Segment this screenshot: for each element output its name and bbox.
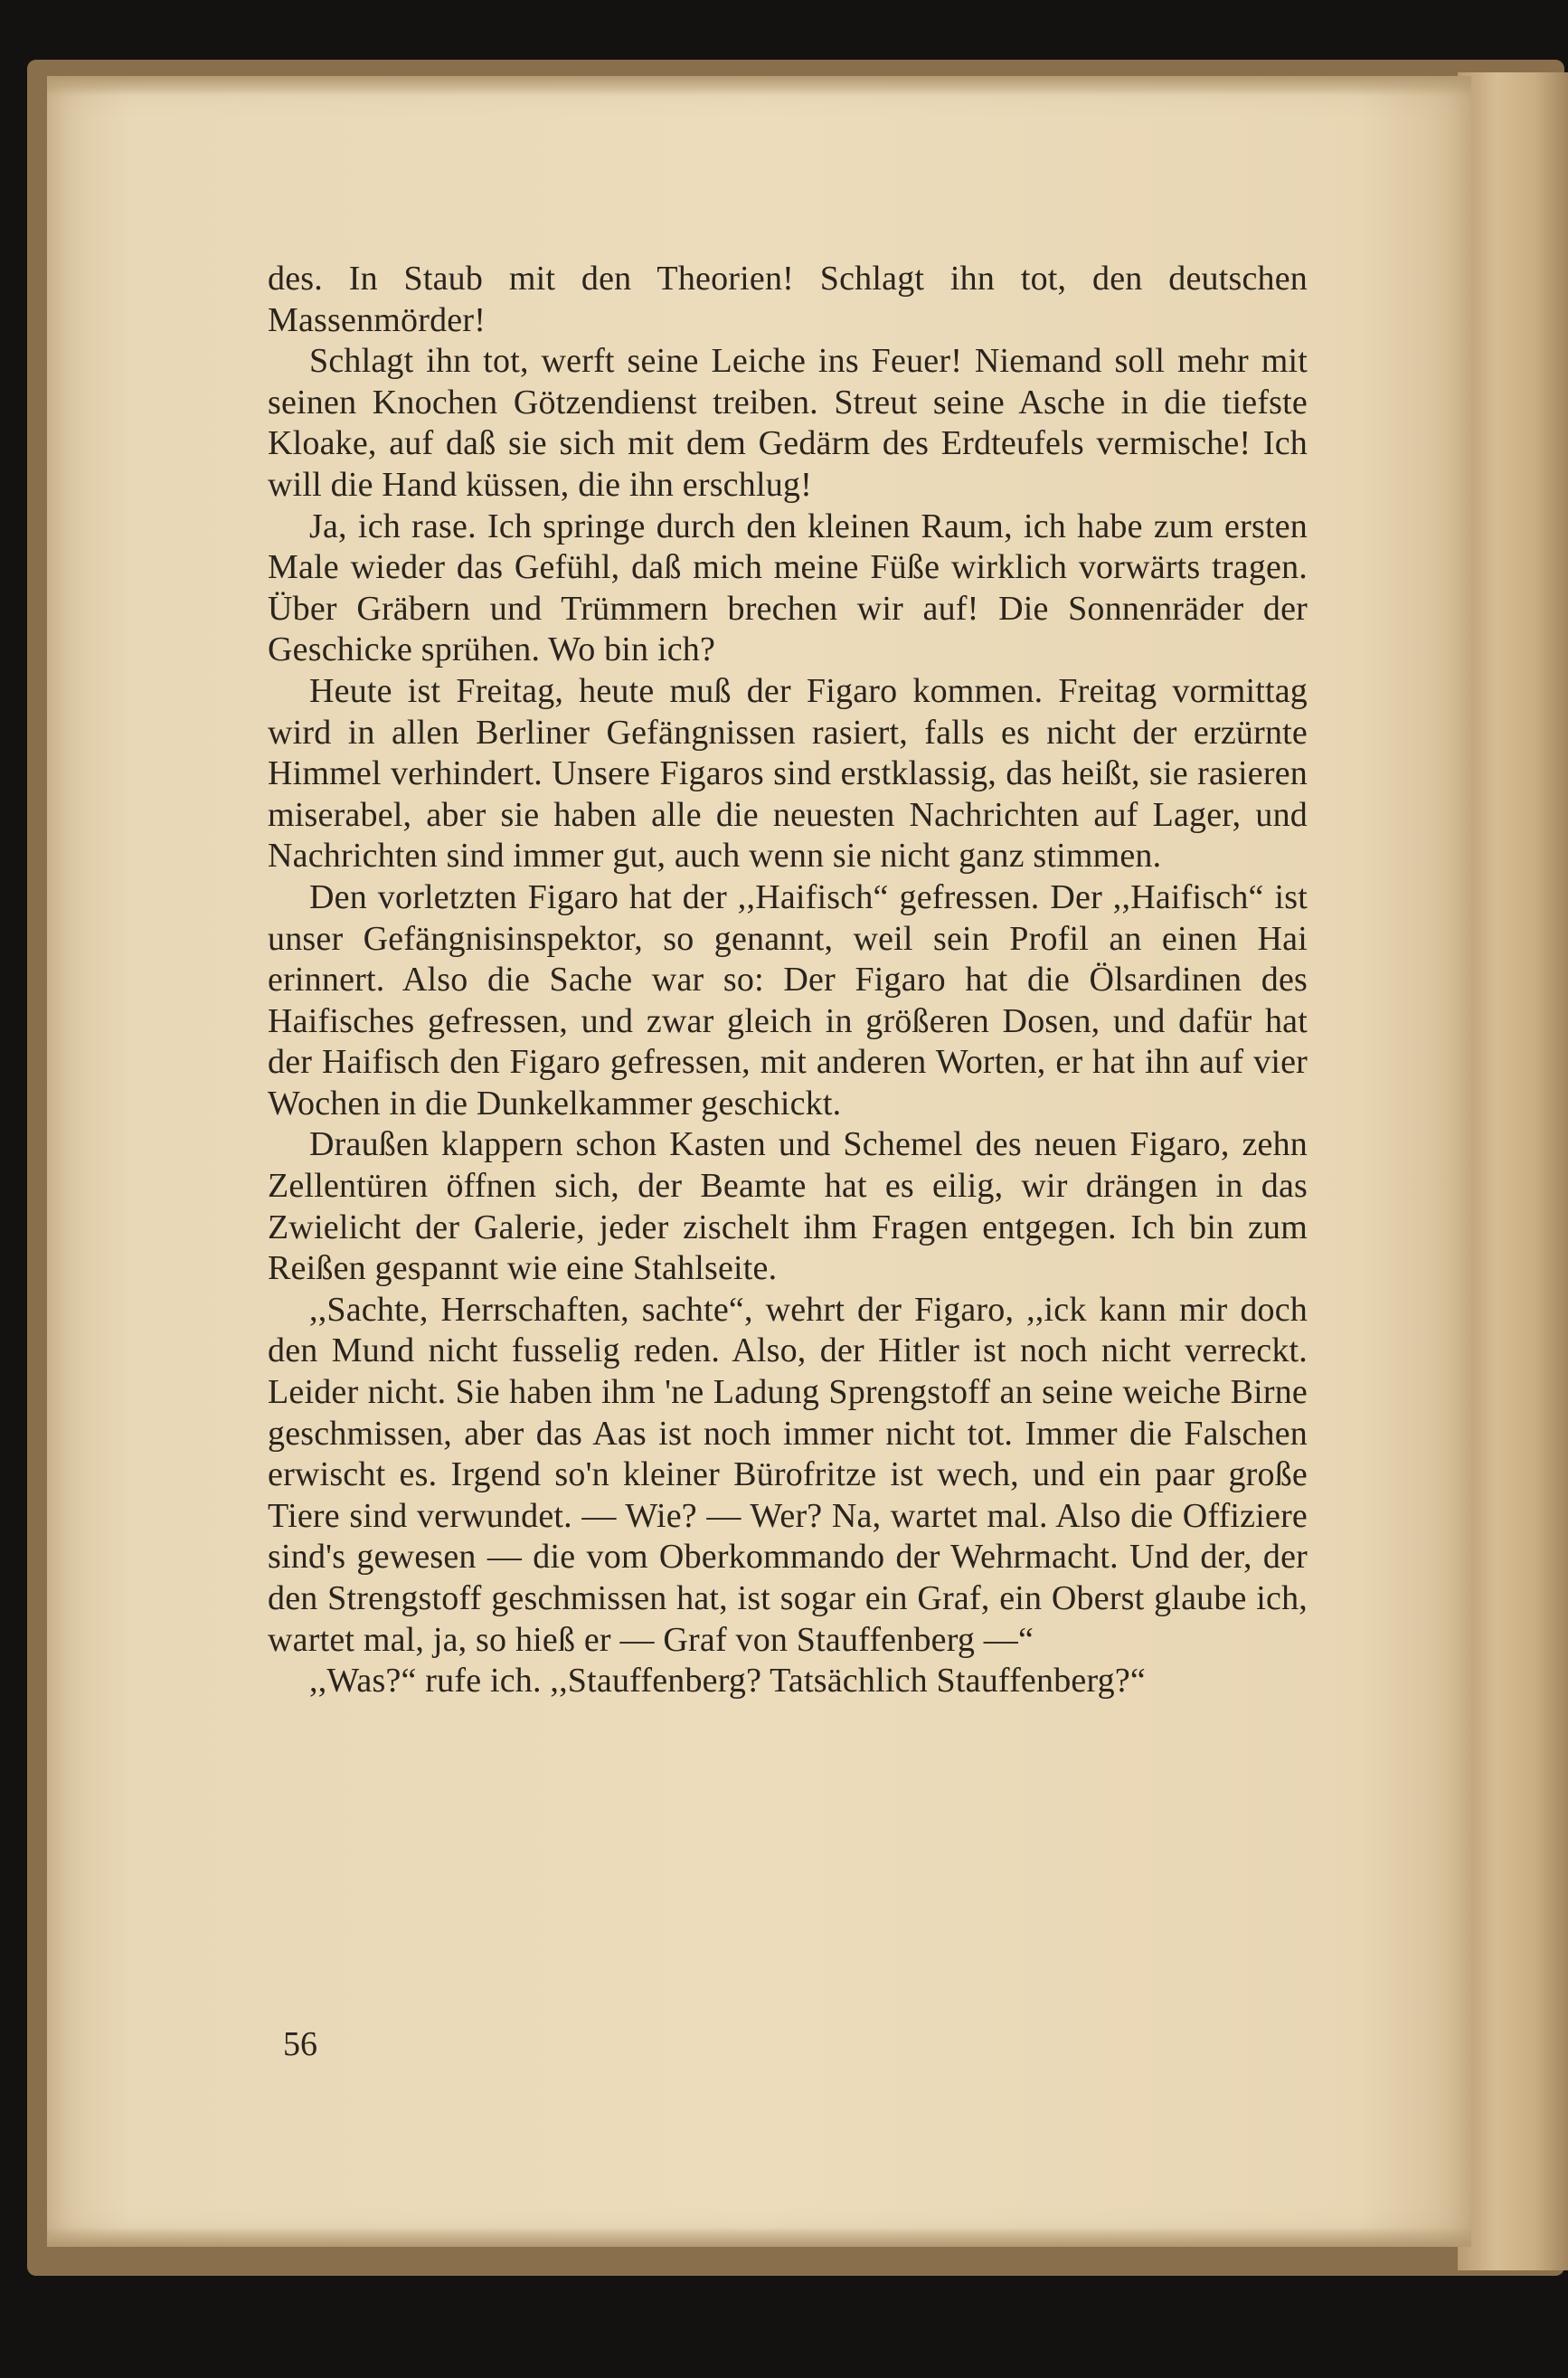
- paragraph-8: ,,Was?“ rufe ich. ,,Stauffenberg? Tatsächlich Stauffenberg?“: [309, 1662, 1146, 1701]
- paragraph-5: Den vorletzten Figaro hat der ,,Haifisch“ gefressen. Der ,,Haifisch“ ist unser Gefängnisinspektor, so genannt, weil sein Profil an einen Hai erinnert. Also die Sache war so: Der Figaro hat die Ölsardinen des Haifisches gefressen, und zwar gleich in größeren Dosen, und dafür hat der Haifisch den Figaro gefressen, mit anderen Worten, er hat ihn auf vier Wochen in die Dunkelkammer geschickt.: [268, 877, 1308, 1123]
- paragraph-3: Ja, ich rase. Ich springe durch den kleinen Raum, ich habe zum ersten Male wieder das Gefühl, daß mich meine Füße wirklich vorwärts tragen. Über Gräbern und Trümmern brechen wir auf! Die Sonnenräder der Geschicke sprühen. Wo bin ich?: [268, 507, 1308, 669]
- page-number: 56: [283, 2025, 317, 2063]
- paragraph-2: Schlagt ihn tot, werft seine Leiche ins Feuer! Niemand soll mehr mit seinen Knochen Götzendienst treiben. Streut seine Asche in die tiefste Kloake, auf daß sie sich mit dem Gedärm des Erdteufels vermische! Ich will die Hand küssen, die ihn erschlug!: [268, 342, 1308, 504]
- facing-page-edge: [1458, 72, 1568, 2270]
- page-bottom-shadow: [47, 2227, 1471, 2247]
- paragraph-7: ,,Sachte, Herrschaften, sachte“, wehrt der Figaro, ,,ick kann mir doch den Mund nicht fusselig reden. Also, der Hitler ist noch nicht verreckt. Leider nicht. Sie haben ihm 'ne Ladung Sprengstoff an seine weiche Birne geschmissen, aber das Aas ist noch immer nicht tot. Immer die Falschen erwischt es. Irgend so'n kleiner Bürofritze ist wech, und ein paar große Tiere sind verwundet. — Wie? — Wer? Na, wartet mal. Also die Offiziere sind's gewesen — die vom Oberkommando der Wehrmacht. Und der, der den Strengstoff geschmissen hat, ist sogar ein Graf, ein Oberst glaube ich, wartet mal, ja, so hieß er — Graf von Stauffenberg —“: [268, 1290, 1308, 1659]
- paragraph-4: Heute ist Freitag, heute muß der Figaro kommen. Freitag vormittag wird in allen Berliner Gefängnissen rasiert, falls es nicht der erzürnte Himmel verhindert. Unsere Figaros sind erstklassig, das heißt, sie rasieren miserabel, aber sie haben alle die neuesten Nachrichten auf Lager, und Nachrichten sind immer gut, auch wenn sie nicht ganz stimmen.: [268, 671, 1308, 876]
- page-body-text: [268, 259, 1308, 1702]
- paragraph-1: des. In Staub mit den Theorien! Schlagt ihn tot, den deutschen Massenmörder!: [268, 260, 1308, 339]
- page-top-shadow: [47, 76, 1471, 96]
- paragraph-6: Draußen klappern schon Kasten und Schemel des neuen Figaro, zehn Zellentüren öffnen sich, der Beamte hat es eilig, wir drängen in das Zwielicht der Galerie, jeder zischelt ihm Fragen entgegen. Ich bin zum Reißen gespannt wie eine Stahlseite.: [268, 1125, 1308, 1288]
